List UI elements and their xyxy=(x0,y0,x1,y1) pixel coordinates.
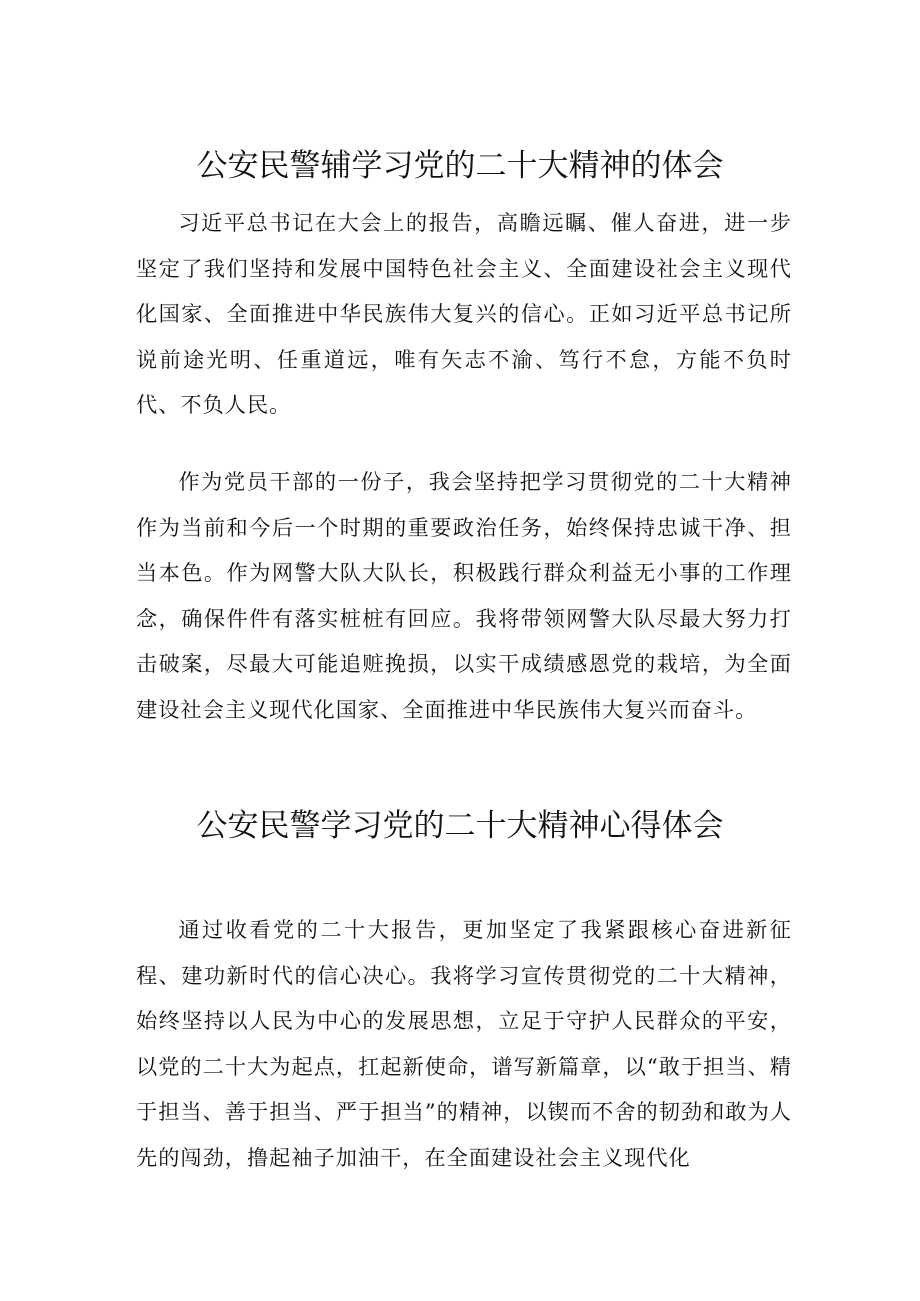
section-1-paragraph-2: 作为党员干部的一份子，我会坚持把学习贯彻党的二十大精神作为当前和今后一个时期的重要政治任务，始终保持忠诚干净、担当本色。作为网警大队大队长，积极践行群众利益无小事的工作理念，确保件件有落实桩桩有回应。我将带领网警大队尽最大努力打击破案，尽最大可能追赃挽损，以实干成绩感恩党的栽培，为全面建设社会主义现代化国家、全面推进中华民族伟大复兴而奋斗。 xyxy=(136,469,792,722)
section-2-paragraph-1: 通过收看党的二十大报告，更加坚定了我紧跟核心奋进新征程、建功新时代的信心决心。我将学习宣传贯彻党的二十大精神，始终坚持以人民为中心的发展思想，立足于守护人民群众的平安，以党的二十大为起点，扛起新使命，谱写新篇章，以“敢于担当、精于担当、善于担当、严于担当”的精神，以锲而不舍的韧劲和敢为人先的闯劲，撸起袖子加油干，在全面建设社会主义现代化 xyxy=(136,917,792,1170)
section-1-heading: 公安民警辅学习党的二十大精神的体会 xyxy=(196,148,724,184)
section-2-heading: 公安民警学习党的二十大精神心得体会 xyxy=(196,808,724,844)
section-1-paragraph-1: 习近平总书记在大会上的报告，高瞻远瞩、催人奋进，进一步坚定了我们坚持和发展中国特色社会主义、全面建设社会主义现代化国家、全面推进中华民族伟大复兴的信心。正如习近平总书记所说前途光明、任重道远，唯有矢志不渝、笃行不怠，方能不负时代、不负人民。 xyxy=(136,210,792,418)
